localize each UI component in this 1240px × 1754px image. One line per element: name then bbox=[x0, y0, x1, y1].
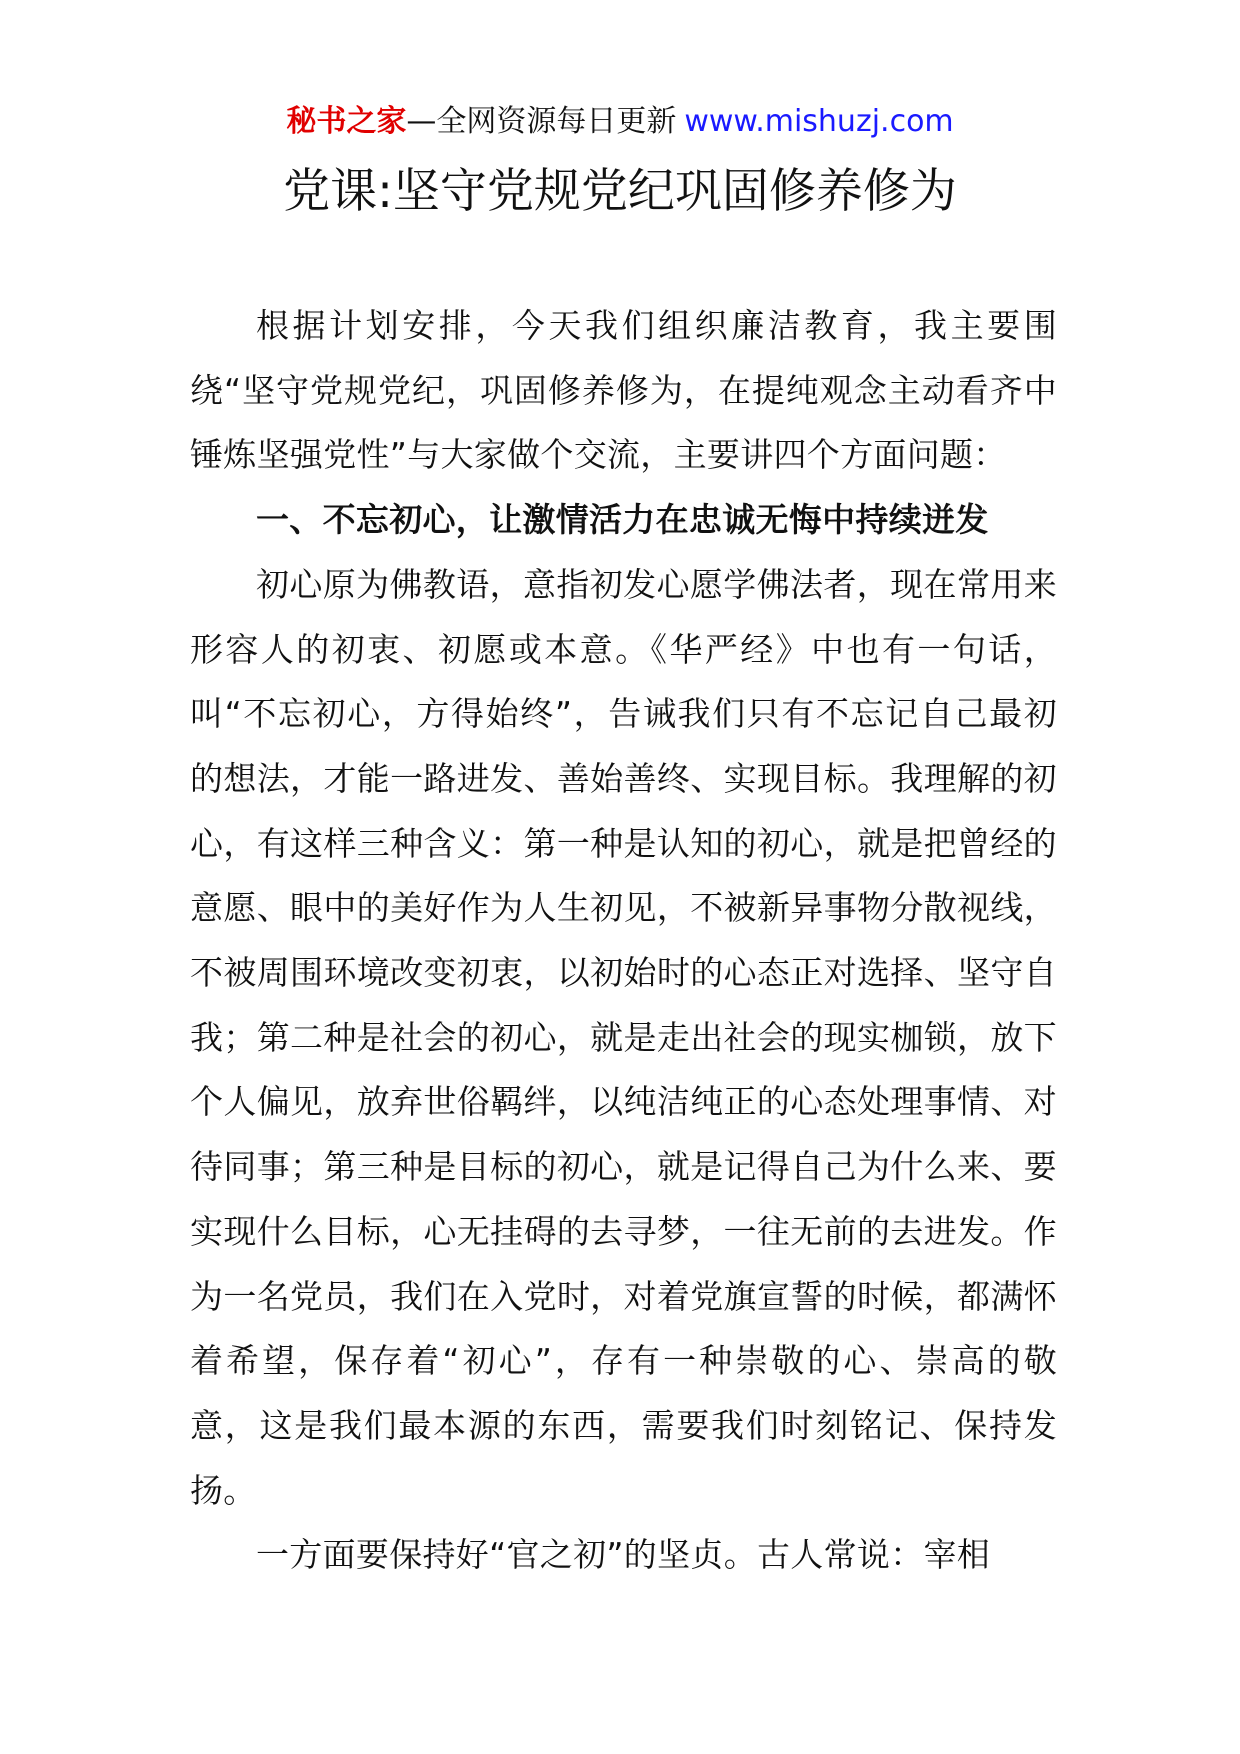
intro-paragraph: 根据计划安排，今天我们组织廉洁教育，我主要围绕“坚守党规党纪，巩固修养修为，在提纯观念主动看齐中锤炼坚强党性”与大家做个交流，主要讲四个方面问题： bbox=[190, 306, 1057, 475]
section-heading: 一、不忘初心，让激情活力在忠诚无悔中持续迸发 bbox=[256, 500, 989, 540]
body-paragraph: 一方面要保持好“官之初”的坚贞。古人常说：宰相 bbox=[256, 1535, 991, 1575]
body-paragraph: 初心原为佛教语，意指初发心愿学佛法者，现在常用来形容人的初衷、初愿或本意。《华严经》中也有一句话，叫“不忘初心，方得始终”，告诫我们只有不忘记自己最初的想法，才能一路进发、善始善终、实现目标。我理解的初心，有这样三种含义：第一种是认知的初心，就是把曾经的意愿、眼中的美好作为人生初见，不被新异事物分散视线，不被周围环境改变初衷，以初始时的心态正对选择、坚守自我；第二种是社会的初心，就是走出社会的现实枷锁，放下个人偏见，放弃世俗羁绊，以纯洁纯正的心态处理事情、对待同事；第三种是目标的初心，就是记得自己为什么来、要实现什么目标，心无挂碍的去寻梦，一往无前的去进发。作为一名党员，我们在入党时，对着党旗宣誓的时候，都满怀着希望，保存着“初心”，存有一种崇敬的心、崇高的敬意，这是我们最本源的东西，需要我们时刻铭记、保持发扬。 bbox=[190, 564, 1057, 1510]
site-header bbox=[0, 100, 1240, 144]
document-title: 党课:坚守党规党纪巩固修养修为 bbox=[283, 164, 957, 219]
document-body bbox=[190, 294, 1057, 1588]
site-slogan: —全网资源每日更新 bbox=[406, 104, 677, 139]
brand-name: 秘书之家 bbox=[286, 104, 407, 139]
site-url-link[interactable]: www.mishuzj.com bbox=[684, 104, 954, 139]
